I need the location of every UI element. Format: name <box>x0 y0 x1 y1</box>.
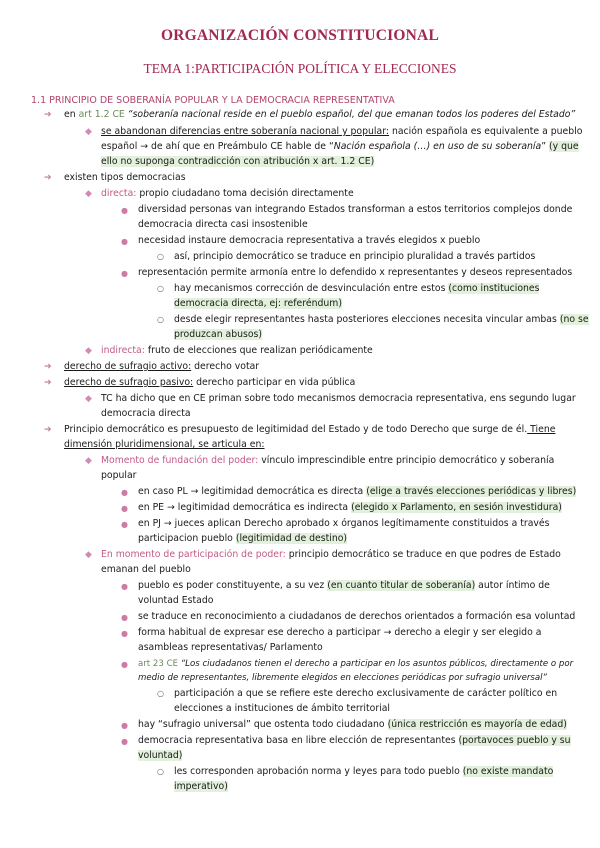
dot-bullet-icon: ● <box>121 629 128 638</box>
dot-bullet-icon: ● <box>121 582 128 591</box>
dot-bullet-icon: ● <box>121 721 128 730</box>
dot-bullet-icon: ● <box>121 504 128 513</box>
document-subtitle: TEMA 1:PARTICIPACIÓN POLÍTICA Y ELECCIONES <box>143 61 457 76</box>
diamond-bullet-icon: ◆ <box>85 456 92 466</box>
section-heading: 1.1 PRINCIPIO DE SOBERANÍA POPULAR Y LA DEMOCRACIA REPRESENTATIVA <box>31 95 395 106</box>
circle-bullet-icon: ○ <box>157 689 164 698</box>
text-line: imperativo) <box>174 781 228 792</box>
text-line: existen tipos democracias <box>64 172 186 183</box>
text-line: hay “sufragio universal” que ostenta todo ciudadano (única restricción es mayoría de edad) <box>138 719 567 730</box>
dot-bullet-icon: ● <box>121 520 128 529</box>
arrow-bullet-icon: ➔ <box>44 425 52 435</box>
dot-bullet-icon: ● <box>121 269 128 278</box>
text-line: voluntad Estado <box>138 595 214 606</box>
arrow-bullet-icon: ➔ <box>44 110 52 120</box>
text-line: medio de representantes, libremente elegidos en elecciones periódicas por sufragio universal” <box>138 673 547 683</box>
dot-bullet-icon: ● <box>121 488 128 497</box>
dot-bullet-icon: ● <box>121 206 128 215</box>
circle-bullet-icon: ○ <box>157 284 164 293</box>
text-line: democracia directa, ej: referéndum) <box>174 298 342 309</box>
text-line: en art 1.2 CE “soberanía nacional reside en el pueblo español, del que emanan todos los poderes del Estado” <box>64 109 576 120</box>
text-line: desde elegir representantes hasta posteriores elecciones necesita vincular ambas (no se <box>174 314 589 325</box>
text-line: democracia directa casi insostenible <box>138 219 308 230</box>
circle-bullet-icon: ○ <box>157 767 164 776</box>
diamond-bullet-icon: ◆ <box>85 346 92 356</box>
text-line: voluntad) <box>138 750 183 761</box>
dot-bullet-icon: ● <box>121 737 128 746</box>
text-line: representación permite armonía entre lo defendido x representantes y deseos representados <box>138 267 573 278</box>
text-line: En momento de participación de poder: principio democrático se traduce en que podres de Estado <box>101 549 561 560</box>
text-line: español → de ahí que en Preámbulo CE hable de “Nación española (…) en uso de su soberanía” (y que <box>101 141 579 152</box>
arrow-bullet-icon: ➔ <box>44 362 52 372</box>
text-line: democracia directa <box>101 408 191 419</box>
circle-bullet-icon: ○ <box>157 252 164 261</box>
text-line: participación a que se refiere este derecho exclusivamente de carácter político en <box>174 688 558 699</box>
text-line: en PJ → jueces aplican Derecho aprobado x órganos legítimamente constituidos a través <box>138 518 550 529</box>
dot-bullet-icon: ● <box>121 237 128 246</box>
document-title: ORGANIZACIÓN CONSTITUCIONAL <box>161 27 439 44</box>
text-line: les corresponden aprobación norma y leyes para todo pueblo (no existe mandato <box>174 766 554 777</box>
dot-bullet-icon: ● <box>121 613 128 622</box>
text-line: indirecta: fruto de elecciones que realizan periódicamente <box>101 345 373 356</box>
text-line: pueblo es poder constituyente, a su vez (en cuanto titular de soberanía) autor íntimo de <box>138 580 550 591</box>
text-line: asambleas representativas/ Parlamento <box>138 642 323 653</box>
text-line: popular <box>101 470 137 481</box>
text-line: Momento de fundación del poder: vínculo imprescindible entre principio democrático y soberanía <box>101 455 555 466</box>
text-line: elecciones a instituciones de ámbito territorial <box>174 703 391 714</box>
text-line: emanan del pueblo <box>101 564 191 575</box>
text-line: en caso PL → legitimidad democrática es directa (elige a través elecciones periódicas y libres) <box>138 486 577 497</box>
text-line: produzcan abusos) <box>174 329 263 340</box>
dot-bullet-icon: ● <box>121 660 128 669</box>
arrow-bullet-icon: ➔ <box>44 173 52 183</box>
text-line: así, principio democrático se traduce en principio pluralidad a través partidos <box>174 251 536 262</box>
text-line: democracia representativa basa en libre elección de representantes (portavoces pueblo y su <box>138 735 571 746</box>
text-line: directa: propio ciudadano toma decisión directamente <box>101 188 354 199</box>
diamond-bullet-icon: ◆ <box>85 127 92 137</box>
diamond-bullet-icon: ◆ <box>85 189 92 199</box>
text-line: necesidad instaure democracia representativa a través elegidos x pueblo <box>138 235 481 246</box>
diamond-bullet-icon: ◆ <box>85 394 92 404</box>
diamond-bullet-icon: ◆ <box>85 550 92 560</box>
text-line: se traduce en reconocimiento a ciudadanos de derechos orientados a formación esa voluntad <box>138 611 576 622</box>
text-line: hay mecanismos corrección de desvinculación entre estos (como instituciones <box>174 283 540 294</box>
text-line: TC ha dicho que en CE priman sobre todo mecanismos democracia representativa, ens segundo lugar <box>101 393 576 404</box>
text-line: forma habitual de expresar ese derecho a participar → derecho a elegir y ser elegido a <box>138 627 542 638</box>
circle-bullet-icon: ○ <box>157 315 164 324</box>
text-line: Principio democrático es presupuesto de legitimidad del Estado y de todo Derecho que surge de él. Tiene <box>64 424 556 435</box>
text-line: diversidad personas van integrando Estados transforman a estos territorios complejos donde <box>138 204 573 215</box>
arrow-bullet-icon: ➔ <box>44 378 52 388</box>
text-line: derecho de sufragio activo: derecho votar <box>64 361 260 372</box>
text-line: derecho de sufragio pasivo: derecho participar en vida pública <box>64 377 356 388</box>
text-line: se abandonan diferencias entre soberanía nacional y popular: nación española es equivalente a pueblo <box>101 126 583 137</box>
text-line: dimensión pluridimensional, se articula en: <box>64 439 265 450</box>
text-line: art 23 CE “Los ciudadanos tienen el derecho a participar en los asuntos públicos, directamente o por <box>138 659 574 669</box>
text-line: participacion pueblo (legitimidad de destino) <box>138 533 348 544</box>
text-line: ello no suponga contradicción con atribución x art. 1.2 CE) <box>101 156 375 167</box>
text-line: en PE → legitimidad democrática es indirecta (elegido x Parlamento, en sesión investidura) <box>138 502 562 513</box>
